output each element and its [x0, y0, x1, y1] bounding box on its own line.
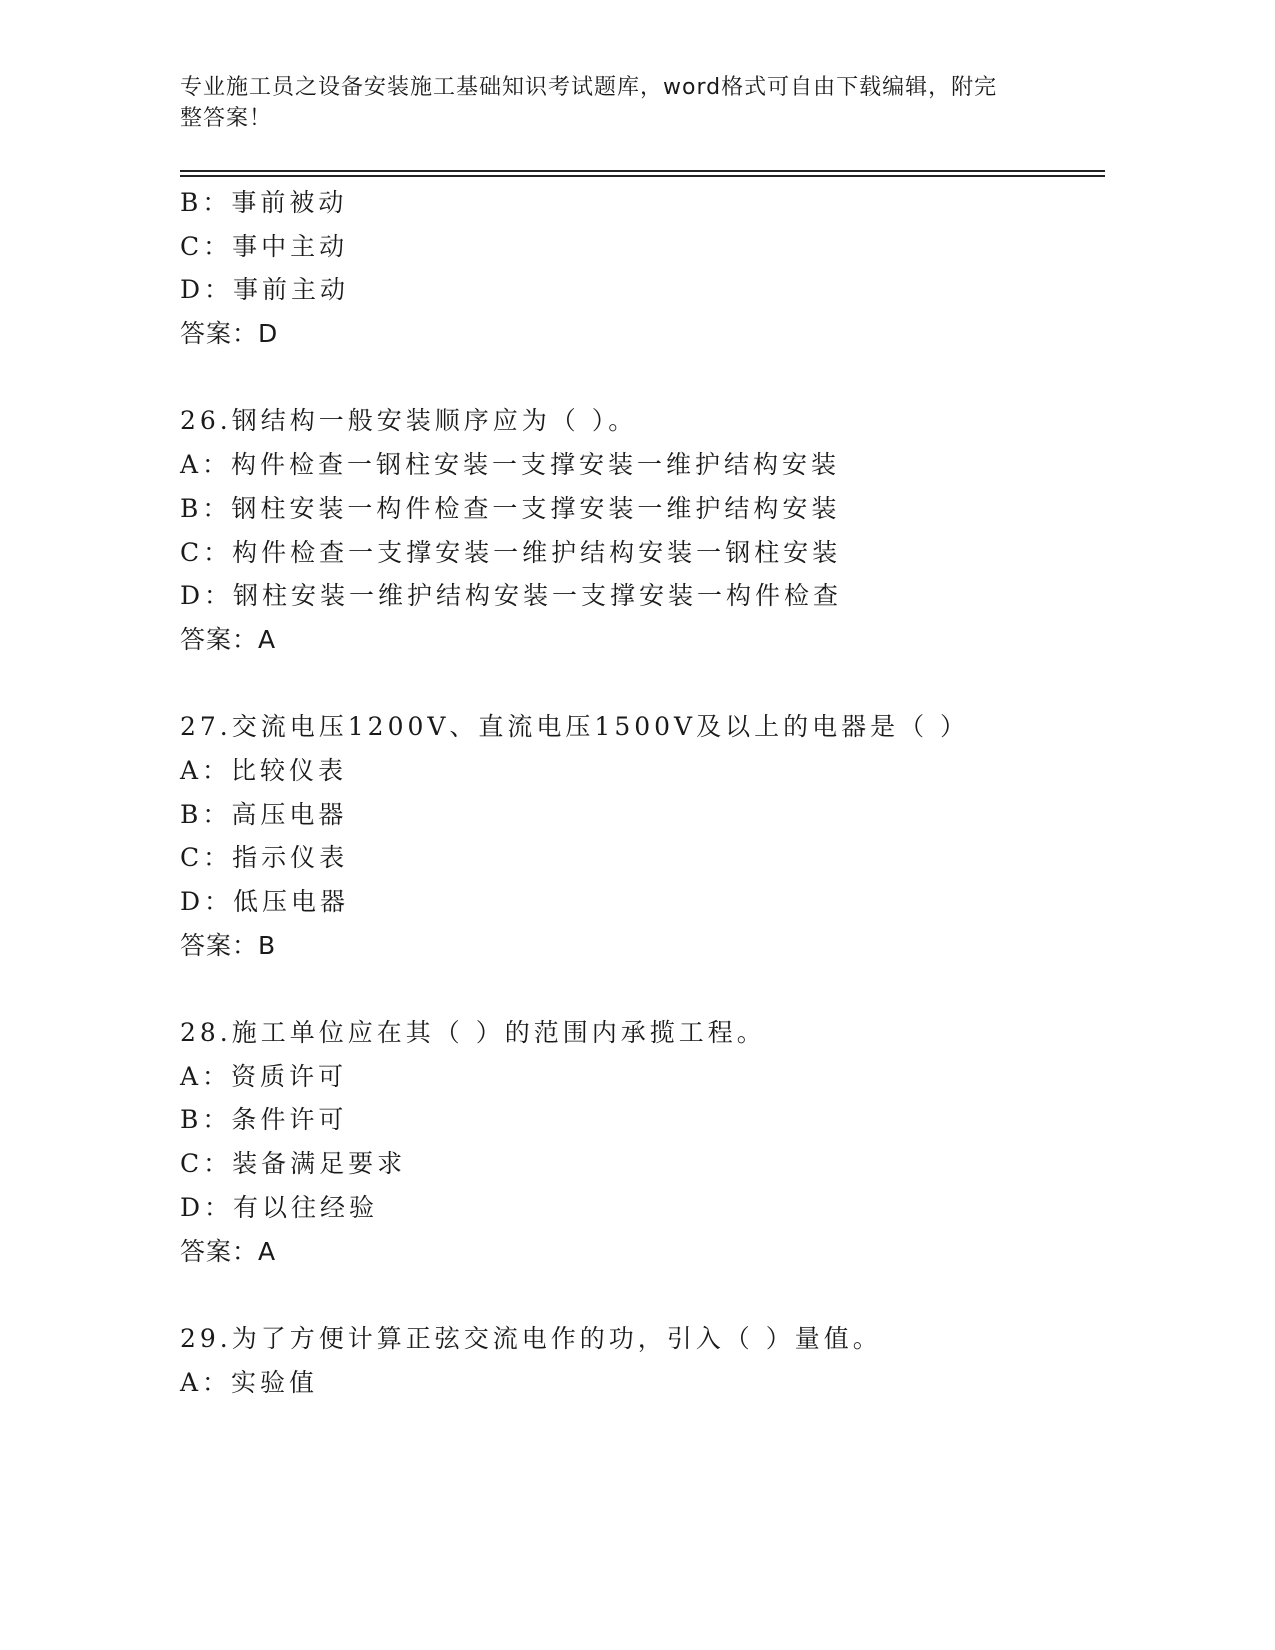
option-a: A：比较仪表: [180, 755, 348, 785]
answer-line: 答案：B: [180, 930, 277, 960]
header-rule-top: [180, 170, 1105, 172]
answer-line: 答案：A: [180, 624, 277, 654]
spacer: [180, 1273, 1105, 1317]
option-b: B：钢柱安装一构件检查一支撑安装一维护结构安装: [180, 493, 841, 523]
option-c: C：指示仪表: [180, 843, 349, 873]
question-text: 28.施工单位应在其（ ）的范围内承揽工程。: [180, 1018, 766, 1048]
question-text: 29.为了方便计算正弦交流电作的功，引入（ ）量值。: [180, 1323, 882, 1353]
question-list: [180, 181, 1105, 1404]
question-block-29: [180, 1317, 1105, 1404]
question-block-25: [180, 181, 1105, 356]
question-block-26: [180, 399, 1105, 661]
option-d: D：有以往经验: [180, 1192, 379, 1222]
question-block-28: [180, 1011, 1105, 1273]
option-d: D：钢柱安装一维护结构安装一支撑安装一构件检查: [180, 581, 843, 611]
option-b: B：事前被动: [180, 188, 348, 217]
option-c: C：事中主动: [180, 231, 349, 261]
option-a: A：构件检查一钢柱安装一支撑安装一维护结构安装: [180, 450, 841, 480]
header-line-1: 专业施工员之设备安装施工基础知识考试题库，word格式可自由下载编辑，附完: [180, 75, 998, 100]
document-header: [180, 72, 1080, 134]
spacer: [180, 662, 1105, 706]
option-d: D：低压电器: [180, 887, 350, 916]
header-rule-bottom: [180, 175, 1105, 177]
option-b: B：条件许可: [180, 1105, 348, 1135]
answer-line: 答案：A: [180, 1236, 277, 1266]
option-a: A：实验值: [180, 1367, 319, 1397]
question-text: 27.交流电压1200V、直流电压1500V及以上的电器是（ ）: [180, 712, 970, 742]
question-block-27: [180, 705, 1105, 967]
option-c: C：构件检查一支撑安装一维护结构安装一钢柱安装: [180, 537, 842, 567]
spacer: [180, 356, 1105, 400]
spacer: [180, 967, 1105, 1011]
option-c: C：装备满足要求: [180, 1149, 407, 1179]
question-text: 26.钢结构一般安装顺序应为（ ）。: [180, 406, 638, 436]
option-a: A：资质许可: [180, 1061, 348, 1091]
header-line-2: 整答案！: [180, 106, 273, 131]
option-d: D：事前主动: [180, 275, 350, 305]
answer-line: 答案：D: [180, 319, 279, 349]
option-b: B：高压电器: [180, 799, 348, 829]
